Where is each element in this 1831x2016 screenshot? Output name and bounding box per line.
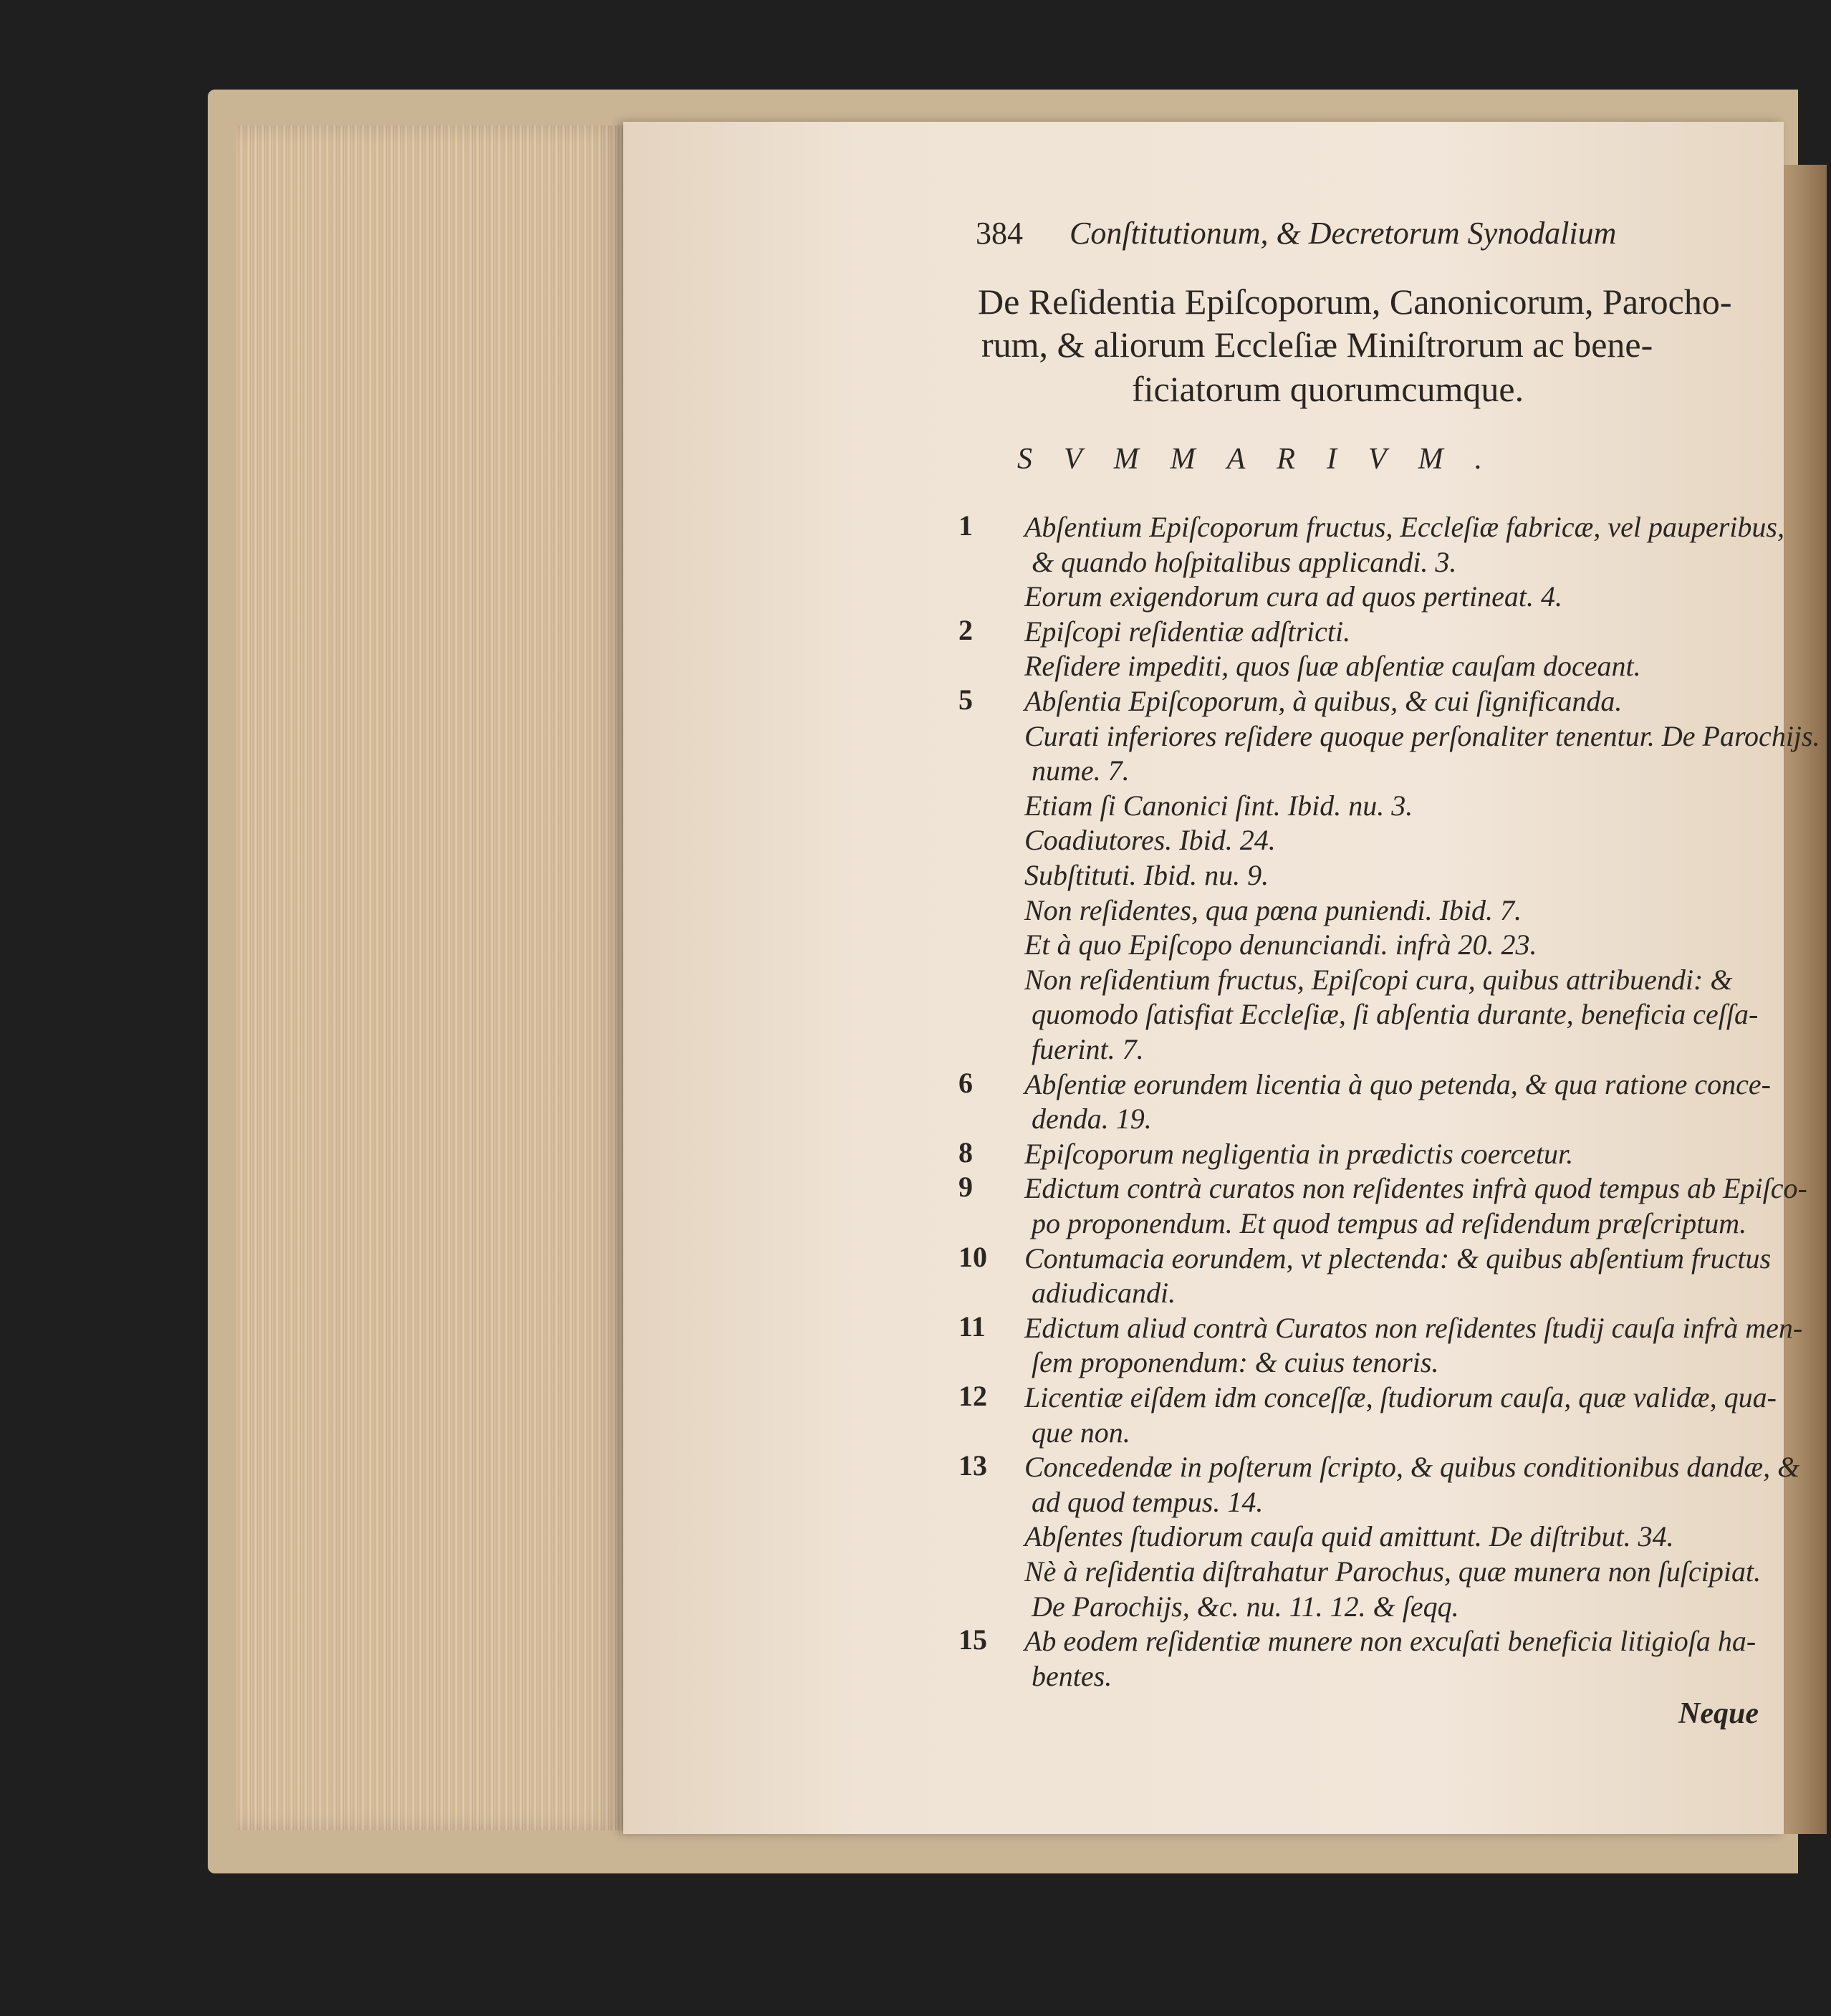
- entry-number: 15: [958, 1623, 987, 1656]
- entry-line: ſem proponendum: & cuius tenoris.: [1032, 1346, 1439, 1379]
- entry-number: 13: [958, 1449, 987, 1482]
- entry-line: Etiam ſi Canonici ſint. Ibid. nu. 3.: [1024, 789, 1413, 822]
- section-title-line-3: ficiatorum quorumcumque.: [1132, 369, 1524, 409]
- entry-line: Edictum contrà curatos non reſidentes infrà quod tempus ab Epiſco-: [1024, 1172, 1807, 1205]
- page-number: 384: [976, 216, 1023, 251]
- entry-number: 11: [958, 1310, 986, 1343]
- entry-line: Epiſcopi reſidentiæ adſtricti.: [1024, 615, 1351, 648]
- entry-line: Non reſidentes, qua pœna puniendi. Ibid. 7.: [1024, 893, 1522, 926]
- entry-number: 8: [958, 1136, 973, 1168]
- entry-line: Abſentium Epiſcoporum fructus, Eccleſiæ fabricæ, vel pauperibus,: [1024, 511, 1784, 543]
- entry-line: fuerint. 7.: [1032, 1033, 1144, 1065]
- entry-line: adiudicandi.: [1032, 1277, 1176, 1310]
- entry-number: 1: [958, 509, 973, 542]
- page-block-edge: [236, 125, 623, 1830]
- entry-line: Concedendæ in poſterum ſcripto, & quibus conditionibus dandæ, &: [1024, 1451, 1800, 1484]
- entry-line: Contumacia eorundem, vt plectenda: & quibus abſentium fructus: [1024, 1242, 1772, 1275]
- entry-number: 5: [958, 683, 973, 716]
- entry-line: Non reſidentium fructus, Epiſcopi cura, quibus attribuendi: &: [1024, 963, 1733, 996]
- section-title-line-2: rum, & aliorum Eccleſiæ Miniſtrorum ac bene-: [981, 325, 1653, 365]
- entry-line: Ab eodem reſidentiæ munere non excuſati beneficia litigioſa ha-: [1024, 1625, 1756, 1658]
- entry-number: 12: [958, 1380, 987, 1412]
- entry-line: Epiſcoporum negligentia in prædictis coercetur.: [1024, 1137, 1574, 1170]
- entry-line: nume. 7.: [1032, 754, 1130, 787]
- entry-line: Edictum aliud contrà Curatos non reſidentes ſtudij cauſa infrà men-: [1024, 1311, 1803, 1344]
- entry-line: Abſentia Epiſcoporum, à quibus, & cui ſignificanda.: [1024, 685, 1623, 717]
- entry-line: Abſentes ſtudiorum cauſa quid amittunt. De diſtribut. 34.: [1024, 1520, 1674, 1553]
- facing-page-edge: [1784, 165, 1827, 1834]
- entry-number: 6: [958, 1066, 973, 1099]
- entry-line: Curati inferiores reſidere quoque perſonaliter tenentur. De Parochijs.: [1024, 719, 1820, 752]
- entry-line: Licentiæ eiſdem idm conceſſæ, ſtudiorum cauſa, quæ validæ, qua-: [1024, 1381, 1777, 1413]
- entry-number: 9: [958, 1171, 973, 1204]
- entry-line: & quando hoſpitalibus applicandi. 3.: [1032, 545, 1457, 578]
- summarium-heading: SVMMARIVM.: [1017, 443, 1514, 476]
- entry-line: po proponendum. Et quod tempus ad reſidendum præſcriptum.: [1032, 1207, 1747, 1239]
- entry-line: bentes.: [1032, 1659, 1112, 1692]
- entry-line: que non.: [1032, 1416, 1130, 1449]
- running-title: Conſtitutionum, & Decretorum Synodalium: [1070, 216, 1617, 251]
- section-title-line-1: De Reſidentia Epiſcoporum, Canonicorum, Parocho-: [978, 282, 1732, 322]
- entry-line: Et à quo Epiſcopo denunciandi. infrà 20. 23.: [1024, 928, 1537, 961]
- entry-line: Abſentiæ eorundem licentia à quo petenda, & qua ratione conce-: [1024, 1067, 1771, 1100]
- entry-line: Eorum exigendorum cura ad quos pertineat. 4.: [1024, 580, 1563, 613]
- entry-number: 10: [958, 1240, 987, 1273]
- entry-line: Subſtituti. Ibid. nu. 9.: [1024, 859, 1269, 891]
- catchword: Neque: [1678, 1697, 1759, 1730]
- entry-line: ad quod tempus. 14.: [1032, 1485, 1264, 1518]
- entry-line: Nè à reſidentia diſtrahatur Parochus, quæ munera non ſuſcipiat.: [1024, 1555, 1762, 1588]
- entry-line: Coadiutores. Ibid. 24.: [1024, 824, 1276, 857]
- running-header: [976, 215, 1616, 251]
- entry-line: De Parochijs, &c. nu. 11. 12. & ſeqq.: [1032, 1590, 1459, 1623]
- entry-number: 2: [958, 613, 973, 646]
- entry-line: quomodo ſatisfiat Eccleſiæ, ſi abſentia durante, beneficia ceſſa-: [1032, 998, 1759, 1031]
- entry-line: Reſidere impediti, quos ſuæ abſentiæ cauſam doceant.: [1024, 650, 1641, 683]
- entry-line: denda. 19.: [1032, 1103, 1152, 1136]
